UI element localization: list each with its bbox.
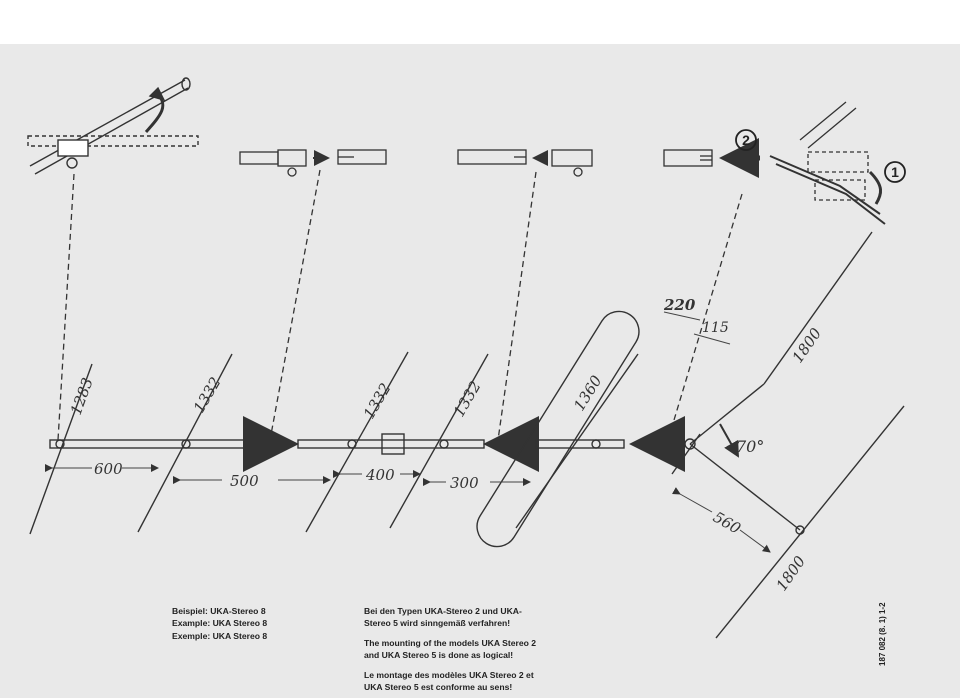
dim-element-3: 1332 xyxy=(359,379,395,422)
guide-lines xyxy=(58,170,742,440)
note-de: Bei den Typen UKA-Stereo 2 und UKA-Stereo 5 wird sinngemäß verfahren! xyxy=(364,606,522,629)
clamp-detail-middle xyxy=(458,150,592,176)
instruction-sheet xyxy=(0,44,960,698)
example-caption xyxy=(172,605,322,642)
note-en: The mounting of the models UKA Stereo 2 and UKA Stereo 5 is done as logical! xyxy=(364,637,537,661)
example-fr: Exemple: UKA Stereo 8 xyxy=(172,630,268,641)
boom-section-2 xyxy=(298,352,488,532)
antenna-assembly-diagram xyxy=(0,44,960,698)
part-number: 187 082 (8. 1) 1-2 xyxy=(878,602,887,666)
dim-spacing-1: 600 xyxy=(94,460,123,478)
dim-element-2: 1332 xyxy=(189,373,225,416)
dim-spacing-3: 400 xyxy=(366,466,395,484)
dim-element-4: 1332 xyxy=(449,377,485,420)
example-en: Example: UKA Stereo 8 xyxy=(172,618,268,629)
step-2-number: 2 xyxy=(742,132,750,148)
dim-spacing-4: 300 xyxy=(450,474,479,492)
example-de: Beispiel: UKA-Stereo 8 xyxy=(172,606,266,616)
dim-dipole-width: 220 xyxy=(664,296,696,314)
dim-element-1: 1283 xyxy=(66,375,97,418)
dim-angle: 70° xyxy=(736,437,765,456)
boom-section-3 xyxy=(469,304,646,554)
mast-bracket-detail xyxy=(664,102,885,224)
step-1-number: 1 xyxy=(891,164,899,180)
dim-element-5: 1360 xyxy=(570,372,606,415)
dim-reflector-lower: 1800 xyxy=(772,552,810,595)
dim-spacing-5: 560 xyxy=(710,507,744,538)
hinge-detail-drawing xyxy=(28,78,198,174)
dim-dipole-offset: 115 xyxy=(702,320,729,336)
dim-spacing-2: 500 xyxy=(230,472,259,490)
mounting-note xyxy=(364,605,539,700)
dim-reflector-upper: 1800 xyxy=(788,324,826,367)
clamp-detail-left xyxy=(240,150,386,176)
note-fr: Le montage des modèles UKA Stereo 2 et UKA Stereo 5 est conforme au sens! xyxy=(364,669,534,693)
dimension-lines xyxy=(52,312,770,552)
